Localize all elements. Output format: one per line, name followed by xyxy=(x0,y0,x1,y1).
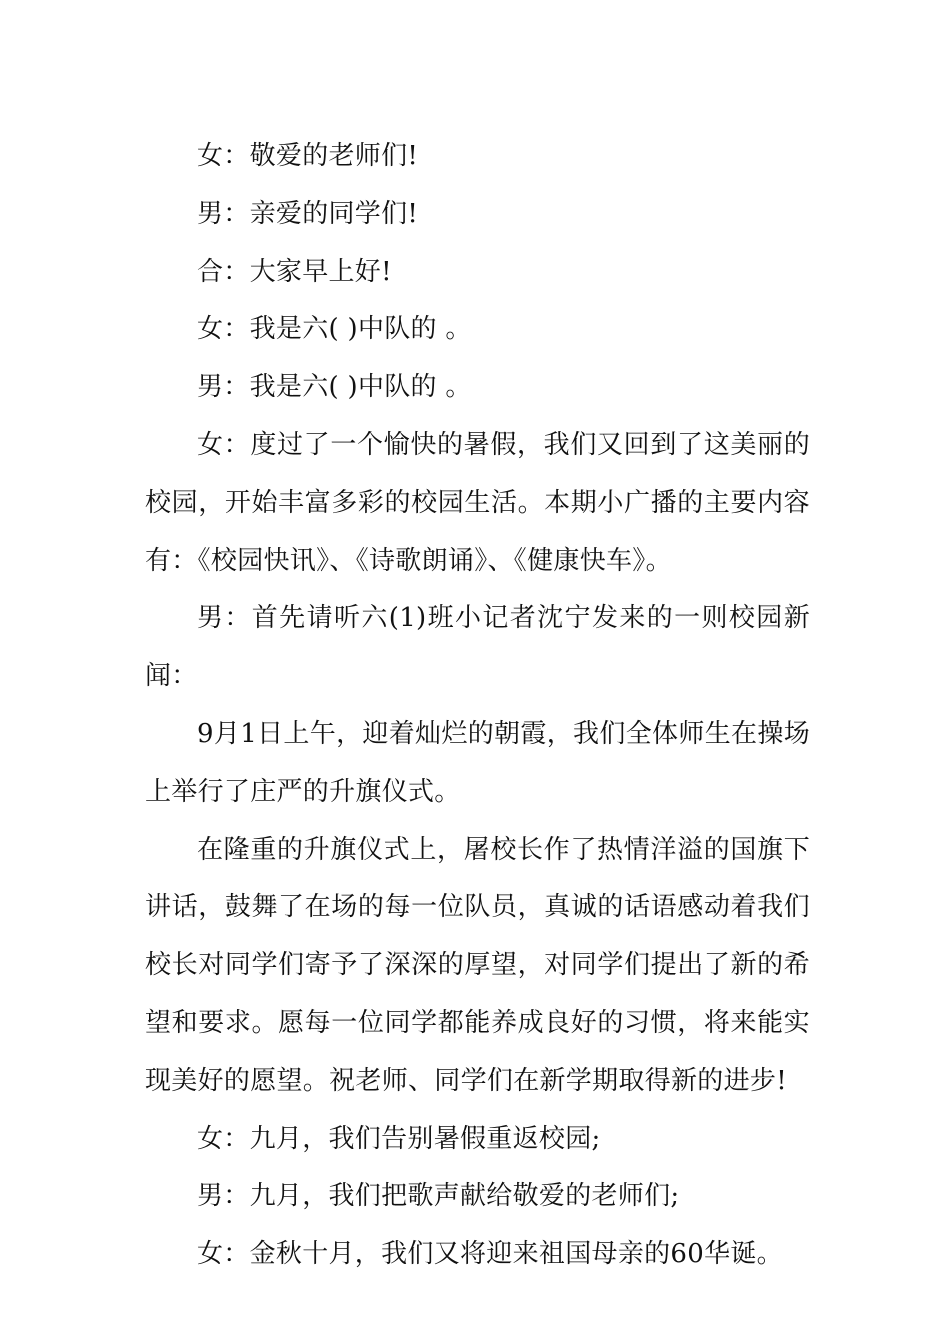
paragraph-12: 女：金秋十月，我们又将迎来祖国母亲的60华诞。 xyxy=(197,1239,783,1270)
document-body xyxy=(145,128,810,1284)
paragraph-10: 女：九月，我们告别暑假重返校园; xyxy=(197,1123,601,1154)
paragraph-2: 男：亲爱的同学们! xyxy=(197,198,419,229)
paragraph-6: 女：度过了一个愉快的暑假，我们又回到了这美丽的校园，开始丰富多彩的校园生活。本期小广播的主要内容有：《校园快讯》、《诗歌朗诵》、《健康快车》。 xyxy=(145,429,810,576)
paragraph-3: 合：大家早上好! xyxy=(197,256,392,287)
paragraph-8: 9月1日上午，迎着灿烂的朝霞，我们全体师生在操场上举行了庄严的升旗仪式。 xyxy=(145,718,810,807)
paragraph-5: 男：我是六( )中队的 。 xyxy=(197,372,472,403)
paragraph-1: 女：敬爱的老师们! xyxy=(197,141,419,171)
paragraph-7: 男：首先请听六(1)班小记者沈宁发来的一则校园新闻： xyxy=(145,603,810,692)
paragraph-11: 男：九月，我们把歌声献给敬爱的老师们; xyxy=(197,1181,680,1212)
paragraph-4: 女：我是六( )中队的 。 xyxy=(197,314,472,345)
paragraph-9: 在隆重的升旗仪式上，屠校长作了热情洋溢的国旗下讲话，鼓舞了在场的每一位队员，真诚的话语感动着我们校长对同学们寄予了深深的厚望，对同学们提出了新的希望和要求。愿每一位同学都能养成良好的习惯，将来能实现美好的愿望。祝老师、同学们在新学期取得新的进步! xyxy=(145,834,810,1096)
